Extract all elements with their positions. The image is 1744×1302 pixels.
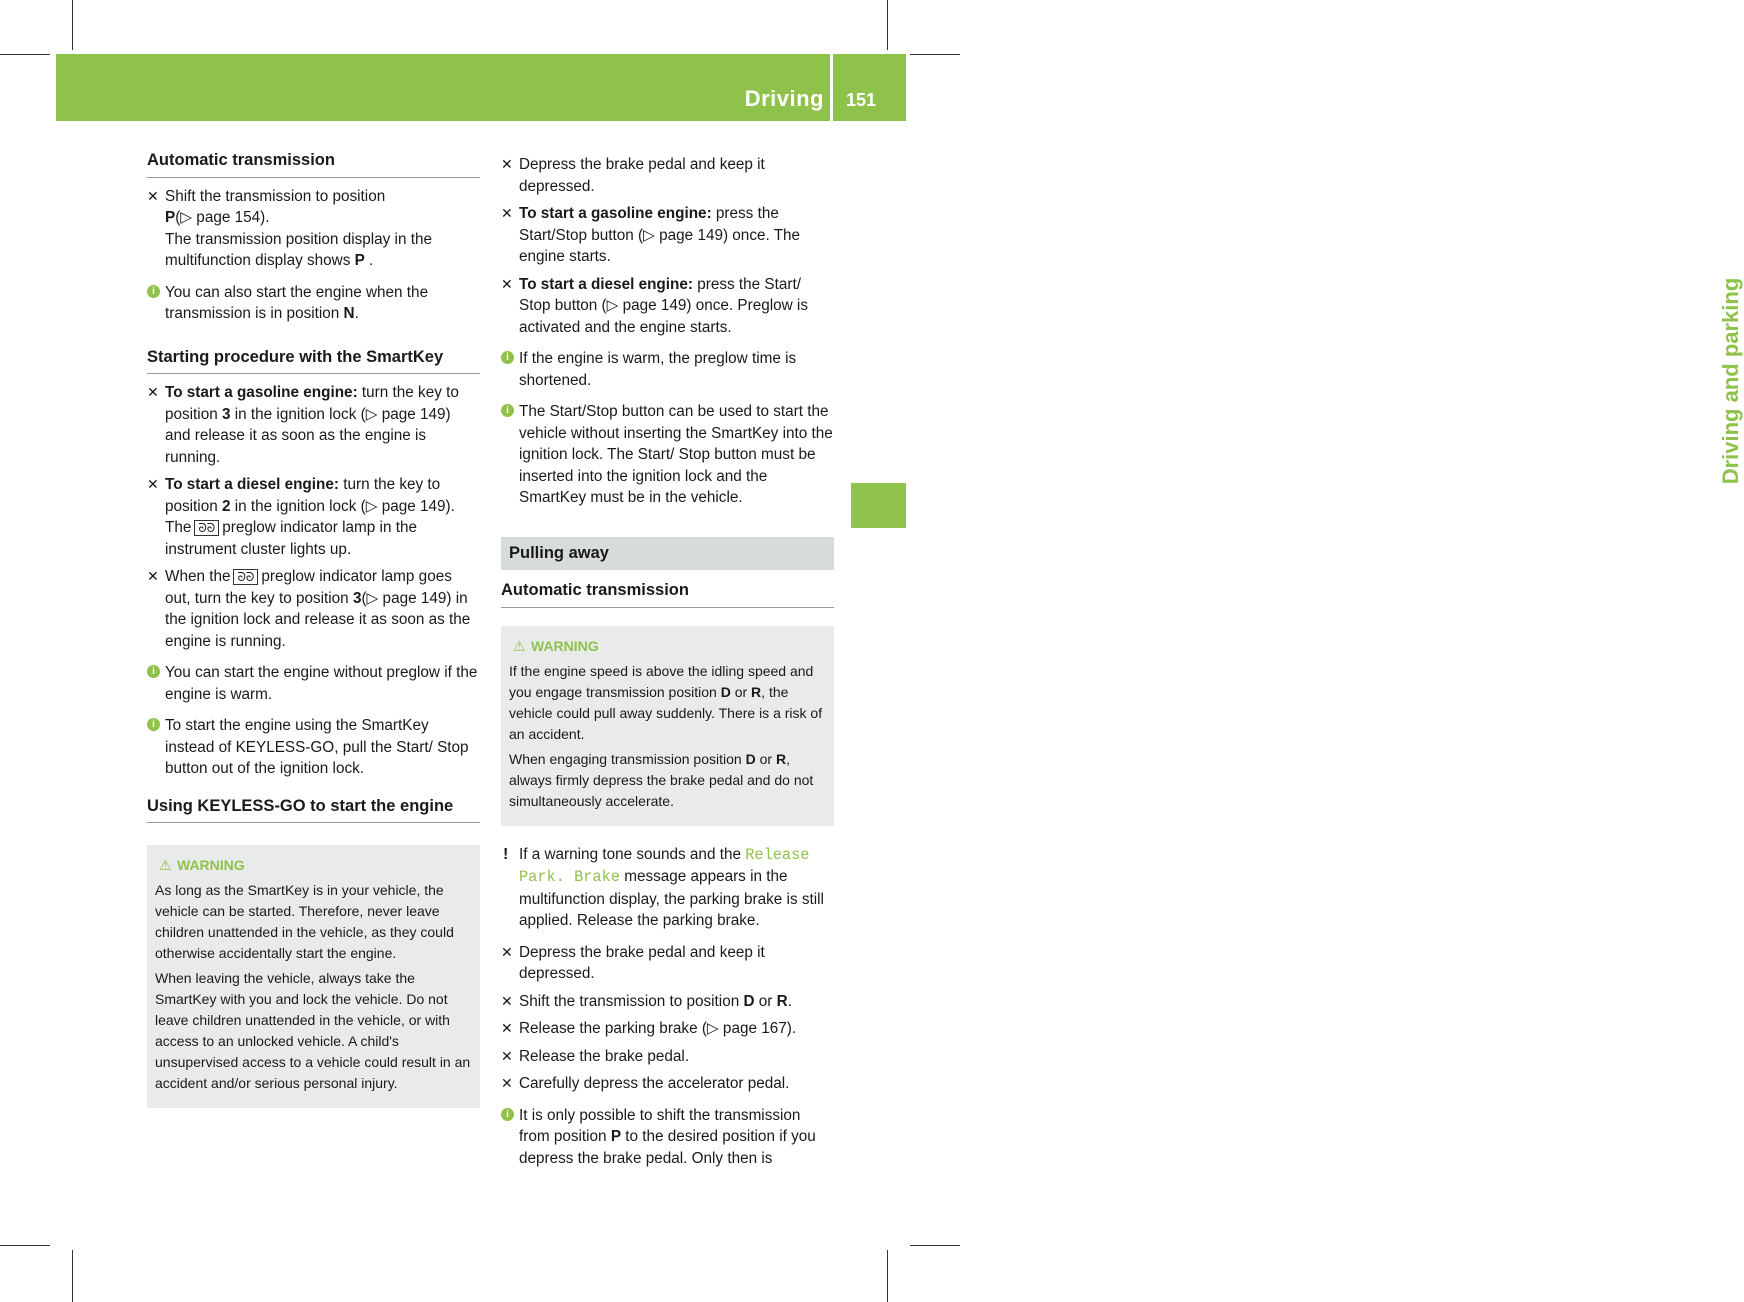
step-arrow-icon: ✕: [501, 1020, 513, 1036]
crop-mark: [910, 1245, 960, 1246]
step-arrow-icon: ✕: [501, 156, 513, 172]
step-arrow-icon: ✕: [501, 1047, 513, 1064]
step-arrow-icon: ✕: [501, 943, 513, 960]
crop-mark: [910, 54, 960, 55]
info-note: i You can start the engine without preglow if the engine is warm.: [147, 662, 480, 705]
section-heading: Using KEYLESS-GO to start the engine: [147, 796, 480, 824]
warning-heading: ⚠ WARNING: [509, 636, 826, 657]
info-icon: i: [501, 1108, 514, 1121]
step-item: ✕ To start a gasoline engine: turn the key to position 3 in the ignition lock (▷ page 149) and release it as soon as the engine is running.: [147, 384, 459, 466]
step-arrow-icon: ✕: [147, 568, 159, 584]
info-note: i You can also start the engine when the transmission is in position N.: [147, 282, 480, 325]
section-heading: Automatic transmission: [147, 150, 480, 178]
step-item: ✕ When the ᘐᘐ preglow indicator lamp goes out, turn the key to position 3(▷ page 149) in the ignition lock and release it as soon as the engine is running.: [147, 568, 471, 650]
warning-box: [147, 845, 480, 1108]
warning-triangle-icon: ⚠: [159, 857, 172, 873]
step-arrow-icon: ✕: [147, 476, 159, 492]
side-tab-marker: [851, 483, 906, 528]
step-arrow-icon: ✕: [501, 205, 513, 221]
info-icon: i: [147, 718, 160, 731]
side-tab: [851, 121, 1743, 485]
step-item: ✕ To start a gasoline engine: press the Start/Stop button (▷ page 149) once. The engine starts.: [501, 205, 801, 265]
left-column: [147, 150, 480, 1126]
warning-triangle-icon: ⚠: [513, 637, 526, 654]
crop-mark: [0, 54, 50, 55]
crop-mark: [72, 1250, 73, 1302]
crop-mark: [887, 0, 888, 50]
preglow-icon: ᘐᘐ: [233, 569, 258, 585]
exclamation-icon: !: [503, 845, 509, 863]
info-icon: i: [147, 285, 160, 298]
section-heading: Automatic transmission: [501, 580, 834, 608]
warning-box: [501, 626, 834, 826]
crop-mark: [887, 1250, 888, 1302]
step-item: ✕ Depress the brake pedal and keep it depressed.: [501, 943, 765, 982]
step-arrow-icon: ✕: [147, 187, 159, 204]
page-number: 151: [846, 90, 877, 110]
info-note: i To start the engine using the SmartKey instead of KEYLESS-GO, pull the Start/ Stop button out of the ignition lock.: [147, 715, 480, 780]
warning-text: When engaging transmission position D or R, always firmly depress the brake pedal and do not simultaneously accelerate.: [509, 750, 814, 809]
info-icon: i: [147, 665, 160, 678]
section-heading: Starting procedure with the SmartKey: [147, 347, 480, 375]
crop-mark: [0, 1245, 50, 1246]
info-note: i It is only possible to shift the transmission from position P to the desired position if you depress the brake pedal. Only then is: [501, 1105, 834, 1170]
step-arrow-icon: ✕: [147, 384, 159, 400]
step-arrow-icon: ✕: [501, 992, 513, 1009]
caution-note: ! If a warning tone sounds and the Release Park. Brake message appears in the multifunction display, the parking brake is still applied. Release the parking brake.: [503, 845, 824, 929]
info-note: i If the engine is warm, the preglow time is shortened.: [501, 348, 834, 391]
section-banner: Pulling away: [501, 537, 834, 571]
page-title: Driving: [744, 86, 824, 111]
preglow-icon: ᘐᘐ: [194, 520, 219, 536]
warning-text: When leaving the vehicle, always take the SmartKey with you and lock the vehicle. Do not leave children unattended in the vehicle, or with access to an unlocked vehicle. A child's unsupervised access to a vehicle could result in an accident and/or serious personal injury.: [155, 970, 471, 1091]
step-arrow-icon: ✕: [501, 275, 513, 292]
right-column: [501, 154, 834, 1179]
step-item: ✕ To start a diesel engine: turn the key to position 2 in the ignition lock (▷ page 149). The ᘐᘐ preglow indicator lamp in the instrument cluster lights up.: [147, 476, 455, 558]
warning-text: As long as the SmartKey is in your vehicle, the vehicle can be started. Therefore, never leave children unattended in the vehicle, as they could otherwise accidentally start the engine.: [155, 882, 454, 961]
warning-heading: ⚠ WARNING: [155, 855, 472, 876]
crop-mark: [72, 0, 73, 50]
step-item: ✕ To start a diesel engine: press the Start/ Stop button (▷ page 149) once. Preglow is activated and the engine starts.: [501, 275, 808, 336]
info-note: i The Start/Stop button can be used to start the vehicle without inserting the SmartKey into the ignition lock. The Start/ Stop button must be inserted into the ignition lock and the SmartKey must be in the vehicle.: [501, 401, 834, 509]
header-divider: [830, 54, 833, 121]
display-message: Release Park. Brake: [519, 845, 810, 886]
side-tab-label: Driving and parking: [1718, 277, 1743, 485]
info-icon: i: [501, 351, 514, 364]
step-item: ✕ Release the brake pedal.: [501, 1046, 834, 1068]
info-icon: i: [501, 404, 514, 417]
warning-text: If the engine speed is above the idling speed and you engage transmission position D or R, the vehicle could pull away suddenly. There is a risk of an accident.: [509, 662, 823, 742]
step-item: ✕ Release the parking brake (▷ page 167).: [501, 1018, 834, 1040]
step-item: ✕ Shift the transmission to position D or R.: [501, 991, 834, 1013]
step-arrow-icon: ✕: [501, 1075, 513, 1091]
step-item: ✕ Depress the brake pedal and keep it depressed.: [501, 156, 765, 195]
step-item: ✕ Shift the transmission to position P(▷ page 154). The transmission position display in the multifunction display shows P .: [147, 187, 432, 269]
step-item: ✕ Carefully depress the accelerator pedal.: [501, 1073, 834, 1095]
